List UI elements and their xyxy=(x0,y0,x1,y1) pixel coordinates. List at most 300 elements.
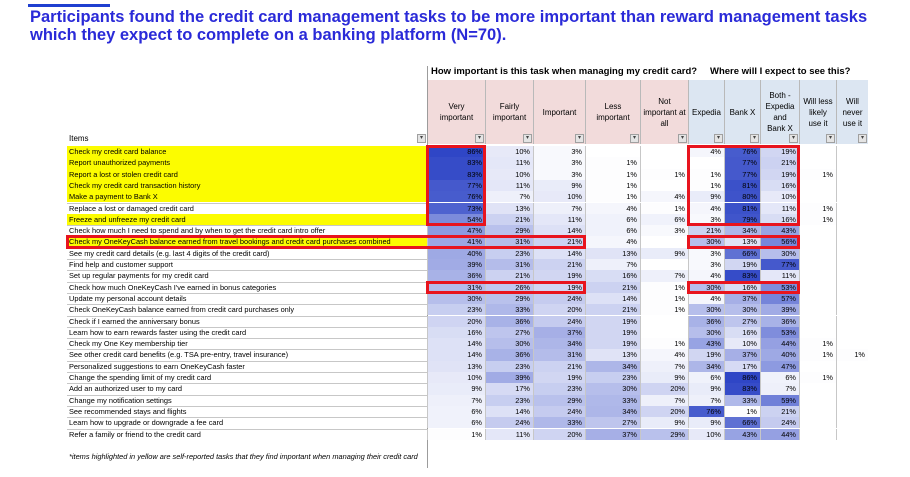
table-cell: 1% xyxy=(688,180,724,191)
table-cell: 23% xyxy=(485,395,533,406)
table-cell: 13% xyxy=(427,361,485,372)
table-cell: 26% xyxy=(485,282,533,293)
table-cell: 21% xyxy=(485,214,533,225)
table-cell xyxy=(836,293,868,304)
table-cell xyxy=(836,316,868,327)
table-cell: 86% xyxy=(724,372,760,383)
table-cell: 1% xyxy=(585,169,640,180)
table-cell: 3% xyxy=(688,214,724,225)
table-cell: 1% xyxy=(585,180,640,191)
table-cell: 1% xyxy=(724,406,760,417)
column-header-3 xyxy=(585,80,640,144)
table-cell: 1% xyxy=(640,293,688,304)
table-cell: 59% xyxy=(760,395,799,406)
table-cell: 77% xyxy=(724,169,760,180)
table-cell: 20% xyxy=(640,383,688,394)
table-cell: 14% xyxy=(485,406,533,417)
column-header-line: all xyxy=(660,118,669,128)
row-label: Report a lost or stolen credit card xyxy=(67,169,427,180)
table-cell xyxy=(799,304,836,315)
column-header-line: Less xyxy=(604,102,622,111)
table-cell: 11% xyxy=(485,180,533,191)
group-header-importance: How important is this task when managing my credit card? xyxy=(431,66,698,77)
column-header-line: Expedia xyxy=(692,107,721,117)
table-cell: 29% xyxy=(640,429,688,440)
table-cell: 17% xyxy=(485,383,533,394)
table-cell: 1% xyxy=(427,429,485,440)
column-header-line: Very xyxy=(448,102,465,111)
table-cell: 21% xyxy=(485,270,533,281)
row-label: Freeze and unfreeze my credit card xyxy=(67,214,427,225)
table-cell: 30% xyxy=(688,304,724,315)
table-cell: 9% xyxy=(427,383,485,394)
table-cell: 21% xyxy=(533,361,585,372)
table-cell: 81% xyxy=(724,180,760,191)
row-label: Learn how to upgrade or downgrade a fee card xyxy=(69,418,224,428)
table-cell: 23% xyxy=(585,372,640,383)
table-cell: 3% xyxy=(533,157,585,168)
column-filter-dropdown-icon[interactable]: ▾ xyxy=(714,134,723,143)
table-cell xyxy=(799,316,836,327)
column-header-1 xyxy=(485,80,533,144)
table-cell: 36% xyxy=(485,316,533,327)
table-cell: 4% xyxy=(688,203,724,214)
table-cell xyxy=(799,429,836,440)
column-header-line: important at xyxy=(643,107,686,117)
table-cell xyxy=(640,157,688,168)
table-cell: 1% xyxy=(640,282,688,293)
table-cell: 34% xyxy=(585,361,640,372)
table-cell: 31% xyxy=(485,236,533,247)
table-cell: 4% xyxy=(585,236,640,247)
table-cell: 14% xyxy=(427,349,485,360)
table-cell: 44% xyxy=(760,429,799,440)
table-cell: 13% xyxy=(585,349,640,360)
column-header-line: and xyxy=(773,113,787,122)
row-label: Check my credit card transaction history xyxy=(67,180,427,191)
items-filter-dropdown-icon[interactable]: ▾ xyxy=(417,134,426,143)
table-cell: 83% xyxy=(724,383,760,394)
table-cell: 27% xyxy=(485,327,533,338)
table-cell: 10% xyxy=(533,191,585,202)
table-cell xyxy=(836,191,868,202)
column-header-6 xyxy=(724,80,760,144)
table-cell: 11% xyxy=(760,203,799,214)
table-cell: 14% xyxy=(533,225,585,236)
table-cell: 43% xyxy=(760,225,799,236)
table-cell: 3% xyxy=(533,146,585,157)
table-cell xyxy=(836,203,868,214)
table-cell: 23% xyxy=(485,248,533,259)
table-cell xyxy=(836,429,868,440)
row-label: Check if I earned the anniversary bonus xyxy=(69,316,200,326)
table-cell xyxy=(836,304,868,315)
table-cell xyxy=(799,157,836,168)
column-header-line: Will less xyxy=(803,96,833,106)
column-header-line: Both - xyxy=(769,91,791,100)
group-header-location: Where will I expect to see this? xyxy=(710,66,851,77)
table-cell: 4% xyxy=(688,146,724,157)
table-cell: 21% xyxy=(760,406,799,417)
table-cell: 4% xyxy=(688,293,724,304)
column-header-line: Bank X xyxy=(729,107,756,117)
table-cell: 76% xyxy=(724,146,760,157)
table-cell: 47% xyxy=(760,361,799,372)
table-cell: 11% xyxy=(485,429,533,440)
table-cell: 16% xyxy=(724,327,760,338)
column-header-7 xyxy=(760,80,799,144)
table-cell: 1% xyxy=(799,349,836,360)
table-cell: 10% xyxy=(485,169,533,180)
table-cell: 7% xyxy=(585,259,640,270)
table-cell: 3% xyxy=(688,248,724,259)
table-cell: 83% xyxy=(427,169,485,180)
table-cell: 30% xyxy=(688,236,724,247)
table-cell xyxy=(836,327,868,338)
table-cell xyxy=(640,146,688,157)
column-header-line: Will xyxy=(846,96,859,106)
table-cell: 19% xyxy=(724,259,760,270)
table-cell: 14% xyxy=(585,293,640,304)
table-cell: 4% xyxy=(585,203,640,214)
table-cell: 86% xyxy=(427,146,485,157)
table-cell: 66% xyxy=(724,248,760,259)
table-cell: 13% xyxy=(724,236,760,247)
table-cell xyxy=(799,282,836,293)
column-filter-dropdown-icon[interactable]: ▾ xyxy=(858,134,867,143)
table-cell: 19% xyxy=(533,372,585,383)
column-filter-dropdown-icon[interactable]: ▾ xyxy=(826,134,835,143)
column-header-5 xyxy=(688,80,724,144)
table-cell: 81% xyxy=(724,203,760,214)
table-cell: 76% xyxy=(427,191,485,202)
table-cell: 7% xyxy=(533,203,585,214)
table-cell: 14% xyxy=(533,248,585,259)
table-cell: 30% xyxy=(688,282,724,293)
column-header-line: Important xyxy=(542,107,577,117)
table-cell: 20% xyxy=(533,429,585,440)
table-cell: 7% xyxy=(427,395,485,406)
table-cell: 6% xyxy=(640,214,688,225)
row-label: Make a payment to Bank X xyxy=(67,191,427,202)
table-cell: 79% xyxy=(724,214,760,225)
table-cell: 83% xyxy=(724,270,760,281)
row-label: Refer a family or friend to the credit card xyxy=(69,429,201,439)
table-cell: 66% xyxy=(724,417,760,428)
table-cell: 1% xyxy=(640,304,688,315)
page-title: Participants found the credit card management tasks to be more important than reward management tasks which they expect to complete on a banking platform (N=70). xyxy=(30,8,868,44)
table-cell xyxy=(640,316,688,327)
table-cell xyxy=(799,270,836,281)
table-cell: 54% xyxy=(427,214,485,225)
table-cell: 27% xyxy=(585,417,640,428)
column-header-line: Fairly xyxy=(499,102,520,111)
table-cell: 39% xyxy=(427,259,485,270)
table-cell: 1% xyxy=(640,169,688,180)
table-cell xyxy=(640,236,688,247)
table-cell xyxy=(799,248,836,259)
table-cell: 41% xyxy=(427,236,485,247)
row-label: Check my OneKeyCash balance earned from travel bookings and credit card purchases combined xyxy=(67,236,427,247)
table-cell: 23% xyxy=(427,304,485,315)
table-cell: 33% xyxy=(724,395,760,406)
table-cell xyxy=(585,146,640,157)
row-label: See my credit card details (e.g. last 4 digits of the credit card) xyxy=(69,248,270,258)
table-cell xyxy=(836,248,868,259)
table-cell xyxy=(799,236,836,247)
column-header-line: important xyxy=(596,113,630,122)
table-cell: 14% xyxy=(427,338,485,349)
table-cell xyxy=(836,214,868,225)
table-cell: 21% xyxy=(585,304,640,315)
column-header-line: Not xyxy=(658,96,671,106)
table-cell: 43% xyxy=(724,429,760,440)
table-cell: 7% xyxy=(688,395,724,406)
table-cell: 6% xyxy=(688,372,724,383)
row-label: Update my personal account details xyxy=(69,293,187,303)
table-cell xyxy=(799,327,836,338)
table-cell: 19% xyxy=(585,327,640,338)
table-cell: 19% xyxy=(533,270,585,281)
table-cell: 9% xyxy=(533,180,585,191)
table-cell: 77% xyxy=(724,157,760,168)
table-cell: 83% xyxy=(427,157,485,168)
table-cell: 16% xyxy=(427,327,485,338)
table-cell: 7% xyxy=(640,361,688,372)
table-cell: 9% xyxy=(688,383,724,394)
table-cell: 6% xyxy=(427,417,485,428)
row-label: Personalized suggestions to earn OneKeyCash faster xyxy=(69,361,245,371)
column-header-line: use it xyxy=(808,118,828,128)
table-cell xyxy=(836,259,868,270)
table-cell: 11% xyxy=(533,214,585,225)
column-filter-dropdown-icon[interactable]: ▾ xyxy=(630,134,639,143)
table-cell: 4% xyxy=(640,349,688,360)
footnote: *items highlighted in yellow are self-reported tasks that they find important when managing their credit card xyxy=(69,452,418,461)
table-cell: 11% xyxy=(485,157,533,168)
table-cell: 1% xyxy=(688,169,724,180)
table-cell xyxy=(799,146,836,157)
table-cell xyxy=(836,157,868,168)
table-cell: 36% xyxy=(688,316,724,327)
table-cell: 73% xyxy=(427,203,485,214)
table-cell: 1% xyxy=(799,338,836,349)
table-cell: 10% xyxy=(760,191,799,202)
table-cell: 19% xyxy=(760,146,799,157)
column-header-4 xyxy=(640,80,688,144)
table-cell xyxy=(836,406,868,417)
table-cell: 6% xyxy=(760,372,799,383)
column-header-2 xyxy=(533,80,585,144)
table-cell: 53% xyxy=(760,282,799,293)
row-label: Change the spending limit of my credit card xyxy=(69,373,212,382)
row-label: Change my notification settings xyxy=(69,395,172,405)
table-cell: 7% xyxy=(760,383,799,394)
table-cell: 34% xyxy=(724,225,760,236)
column-header-line: use it xyxy=(842,118,863,128)
table-cell: 7% xyxy=(640,395,688,406)
table-cell: 43% xyxy=(688,338,724,349)
table-cell: 29% xyxy=(485,293,533,304)
table-cell: 31% xyxy=(533,349,585,360)
table-cell: 30% xyxy=(485,338,533,349)
table-cell: 19% xyxy=(585,338,640,349)
table-cell: 34% xyxy=(533,338,585,349)
table-cell: 3% xyxy=(533,169,585,180)
table-cell: 24% xyxy=(485,417,533,428)
table-cell: 44% xyxy=(760,338,799,349)
table-cell xyxy=(836,282,868,293)
table-cell: 21% xyxy=(585,282,640,293)
row-label: Check how much OneKeyCash I've earned in bonus categories xyxy=(69,282,277,292)
column-filter-dropdown-icon[interactable]: ▾ xyxy=(750,134,759,143)
table-cell: 23% xyxy=(533,383,585,394)
table-cell: 3% xyxy=(688,259,724,270)
table-cell: 56% xyxy=(760,236,799,247)
table-cell xyxy=(799,180,836,191)
table-cell xyxy=(836,372,868,383)
table-cell: 21% xyxy=(533,259,585,270)
table-cell: 29% xyxy=(533,395,585,406)
table-cell: 34% xyxy=(688,361,724,372)
table-cell: 76% xyxy=(688,406,724,417)
table-cell: 21% xyxy=(533,236,585,247)
row-label: Replace a lost or damaged credit card xyxy=(69,203,194,213)
column-header-9 xyxy=(836,80,868,144)
table-cell xyxy=(836,395,868,406)
row-label: Check my One Key membership tier xyxy=(69,339,188,349)
table-cell: 21% xyxy=(688,225,724,236)
table-cell: 10% xyxy=(688,429,724,440)
title-accent-bar xyxy=(28,4,110,7)
row-label: Learn how to earn rewards faster using the credit card xyxy=(69,327,247,337)
table-cell xyxy=(799,225,836,236)
row-label: Set up regular payments for my credit card xyxy=(69,271,209,281)
items-header: Items xyxy=(69,134,89,143)
row-label: Add an authorized user to my card xyxy=(69,384,182,394)
column-filter-dropdown-icon[interactable]: ▾ xyxy=(475,134,484,143)
table-cell: 1% xyxy=(799,372,836,383)
column-header-line: important xyxy=(492,113,527,122)
table-cell xyxy=(799,259,836,270)
table-cell: 37% xyxy=(724,349,760,360)
table-cell: 16% xyxy=(724,282,760,293)
table-cell xyxy=(836,417,868,428)
table-cell: 19% xyxy=(585,316,640,327)
table-cell: 3% xyxy=(640,225,688,236)
table-cell: 6% xyxy=(585,214,640,225)
column-header-line: never xyxy=(842,107,863,117)
table-cell: 9% xyxy=(688,191,724,202)
table-cell: 24% xyxy=(533,293,585,304)
table-cell xyxy=(836,180,868,191)
table-cell: 16% xyxy=(760,180,799,191)
table-cell: 20% xyxy=(427,316,485,327)
table-cell: 6% xyxy=(585,225,640,236)
table-cell: 31% xyxy=(485,259,533,270)
table-cell: 53% xyxy=(760,327,799,338)
table-cell: 20% xyxy=(640,406,688,417)
column-filter-dropdown-icon[interactable]: ▾ xyxy=(575,134,584,143)
column-filter-dropdown-icon[interactable]: ▾ xyxy=(789,134,798,143)
row-label: Check how much I need to spend and by when to get the credit card intro offer xyxy=(69,226,326,236)
table-cell: 10% xyxy=(485,146,533,157)
table-cell: 37% xyxy=(585,429,640,440)
row-label: Find help and customer support xyxy=(69,260,173,269)
table-cell: 19% xyxy=(760,169,799,180)
table-cell: 16% xyxy=(585,270,640,281)
table-cell: 11% xyxy=(760,270,799,281)
table-cell: 24% xyxy=(760,417,799,428)
table-cell: 31% xyxy=(427,282,485,293)
column-header-line: likely xyxy=(809,107,827,117)
table-cell: 19% xyxy=(688,349,724,360)
table-cell: 57% xyxy=(760,293,799,304)
table-cell xyxy=(836,146,868,157)
column-filter-dropdown-icon[interactable]: ▾ xyxy=(678,134,687,143)
table-cell xyxy=(836,236,868,247)
table-cell: 24% xyxy=(533,316,585,327)
table-cell: 13% xyxy=(485,203,533,214)
table-cell: 33% xyxy=(485,304,533,315)
table-cell: 10% xyxy=(724,338,760,349)
table-cell: 6% xyxy=(427,406,485,417)
table-cell: 36% xyxy=(427,270,485,281)
table-cell xyxy=(799,293,836,304)
table-cell xyxy=(799,361,836,372)
row-label: See other credit card benefits (e.g. TSA pre-entry, travel insurance) xyxy=(69,350,289,360)
row-label: Check OneKeyCash balance earned from credit card purchases only xyxy=(69,305,295,315)
table-cell: 16% xyxy=(760,214,799,225)
table-cell: 1% xyxy=(640,203,688,214)
table-cell: 30% xyxy=(585,383,640,394)
table-cell: 40% xyxy=(427,248,485,259)
column-header-line: Expedia xyxy=(765,102,795,111)
column-filter-dropdown-icon[interactable]: ▾ xyxy=(523,134,532,143)
table-cell: 77% xyxy=(427,180,485,191)
table-cell xyxy=(799,417,836,428)
table-cell: 29% xyxy=(485,225,533,236)
table-cell: 4% xyxy=(688,270,724,281)
table-cell: 1% xyxy=(799,214,836,225)
table-cell xyxy=(688,157,724,168)
table-cell: 37% xyxy=(533,327,585,338)
table-cell xyxy=(640,180,688,191)
table-cell: 1% xyxy=(640,338,688,349)
row-label: Check my credit card balance xyxy=(67,146,427,157)
table-cell: 1% xyxy=(799,203,836,214)
table-cell: 10% xyxy=(427,372,485,383)
table-cell xyxy=(799,395,836,406)
table-cell: 36% xyxy=(760,316,799,327)
table-cell: 24% xyxy=(533,406,585,417)
table-cell: 47% xyxy=(427,225,485,236)
table-cell: 9% xyxy=(640,248,688,259)
table-cell xyxy=(640,259,688,270)
column-header-line: Bank X xyxy=(767,124,793,133)
table-cell xyxy=(836,338,868,349)
table-cell: 1% xyxy=(836,349,868,360)
table-cell: 23% xyxy=(485,361,533,372)
table-cell: 30% xyxy=(427,293,485,304)
table-cell: 13% xyxy=(585,248,640,259)
table-cell: 77% xyxy=(760,259,799,270)
table-cell: 20% xyxy=(533,304,585,315)
table-cell: 1% xyxy=(799,169,836,180)
table-cell: 36% xyxy=(485,349,533,360)
row-label: See recommended stays and flights xyxy=(69,406,187,416)
table-cell: 7% xyxy=(640,270,688,281)
